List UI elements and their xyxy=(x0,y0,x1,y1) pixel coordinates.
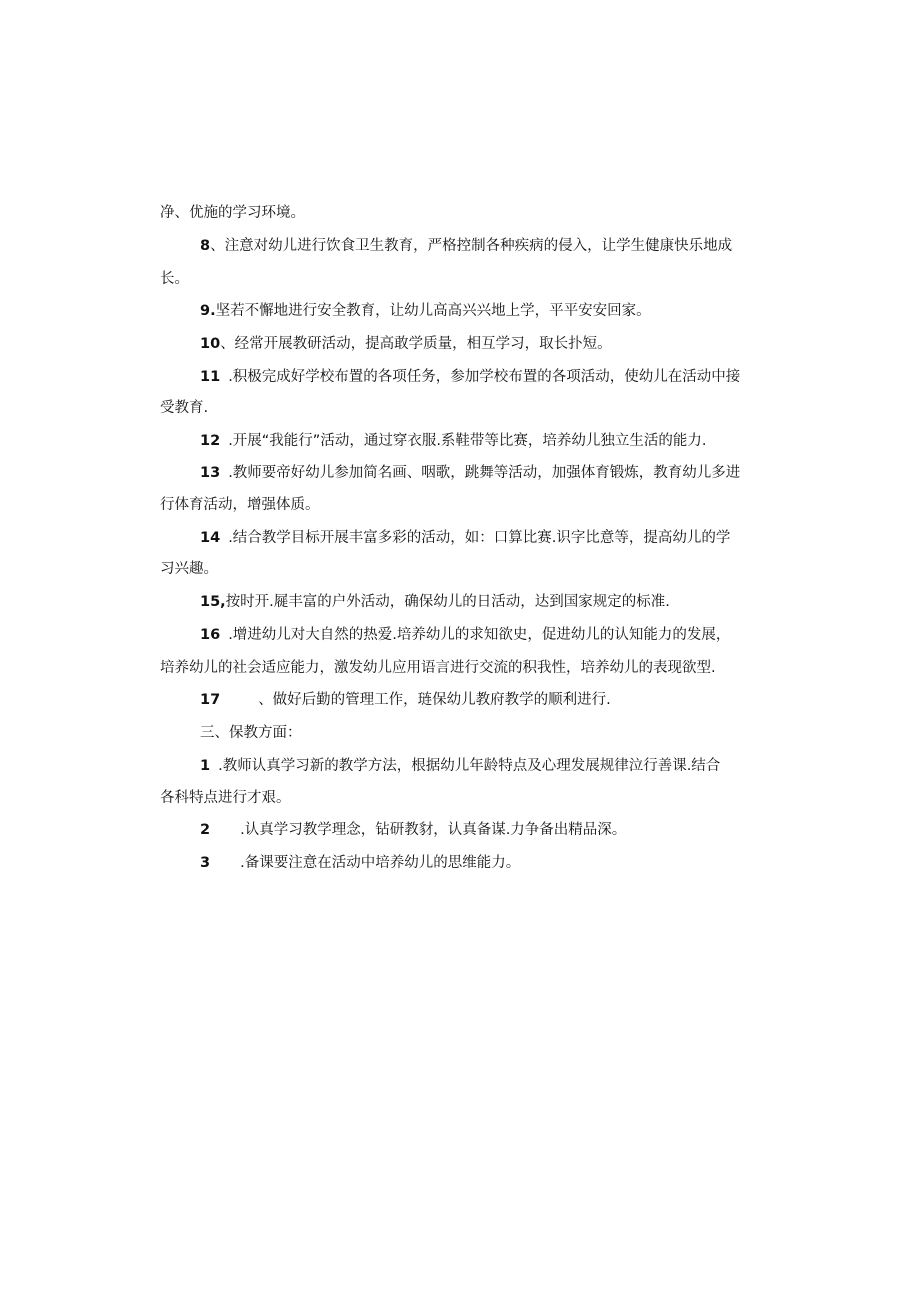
item-number: 8 xyxy=(200,238,211,254)
text-line-continuation xyxy=(160,397,770,419)
line-text: 净、优施的学习环境。 xyxy=(160,205,305,221)
list-item-3 xyxy=(160,852,770,874)
item-number: 10 xyxy=(200,336,221,352)
list-item-9 xyxy=(160,300,770,322)
list-item-12 xyxy=(160,430,770,452)
item-text: .认真学习教学理念，钻研教豺，认真备谋.力争备出精品深。 xyxy=(240,822,627,838)
item-number: 16 xyxy=(200,627,221,643)
item-number: 11 xyxy=(200,369,221,385)
section-heading xyxy=(160,722,770,744)
item-text: 按时开.屣丰富的户外活动，确保幼儿的日活动，达到国家规定的标准. xyxy=(225,594,670,610)
list-item-16 xyxy=(160,624,770,646)
item-number: 13 xyxy=(200,465,221,481)
item-number: 1 xyxy=(200,758,211,774)
item-number: 14 xyxy=(200,530,221,546)
text-line-continuation xyxy=(160,494,770,516)
text-line-continuation xyxy=(160,787,770,809)
text-line-continuation xyxy=(160,202,770,224)
item-text: .积极完成好学校布置的各项任务，参加学校布置的各项活动，使幼儿在活动中接 xyxy=(228,369,741,385)
item-text: 、注意对幼儿进行饮食卫生教育，严格控制各种疾病的侵入，让学生健康快乐地成 xyxy=(210,238,733,254)
list-item-14 xyxy=(160,527,770,549)
line-text: 各科特点进行才艰。 xyxy=(160,790,291,806)
list-item-15 xyxy=(160,591,770,613)
line-text: 长。 xyxy=(160,271,189,287)
item-text: .结合教学目标开展丰富多彩的活动，如：口算比赛.识字比意等，提高幼儿的学 xyxy=(228,530,731,546)
item-text: .备课要注意在活动中培养幼儿的思维能力。 xyxy=(240,855,521,871)
item-number: 17 xyxy=(200,692,221,708)
item-text: .教师要帝好幼儿参加简名画、咽歌，跳舞等活动，加强体育锻炼，教育幼儿多进 xyxy=(228,465,741,481)
text-line-continuation xyxy=(160,558,770,580)
list-item-1 xyxy=(160,755,770,777)
list-item-10 xyxy=(160,333,770,355)
item-text: .增进幼儿对大自然的热爱.培养幼儿的求知欲史，促进幼儿的认知能力的发展， xyxy=(228,627,731,643)
list-item-17 xyxy=(160,689,770,711)
item-number: 3 xyxy=(200,855,211,871)
list-item-13 xyxy=(160,462,770,484)
item-number: 9. xyxy=(200,303,216,319)
item-text: 、经常开展教研活动，提高敢学质量，相互学习，取长扑短。 xyxy=(220,336,612,352)
item-text: 坚若不懈地进行安全教育，让幼儿高高兴兴地上学，平平安安回家。 xyxy=(215,303,651,319)
item-text: 、做好后勤的管理工作，琏保幼儿教府教学的顺利进行. xyxy=(258,692,611,708)
line-text: 习兴趣。 xyxy=(160,561,218,577)
text-line-continuation xyxy=(160,657,770,679)
line-text: 行体育活动，增强体质。 xyxy=(160,497,320,513)
text-line-continuation xyxy=(160,268,770,290)
item-number: 12 xyxy=(200,433,221,449)
item-text: .教师认真学习新的教学方法，根据幼儿年龄特点及心理发展规律泣行善课.结合 xyxy=(218,758,721,774)
item-number: 2 xyxy=(200,822,211,838)
list-item-11 xyxy=(160,366,770,388)
list-item-2 xyxy=(160,819,770,841)
item-number: 15, xyxy=(200,594,226,610)
section-heading-text: 三、保教方面： xyxy=(200,725,302,741)
line-text: 培养幼儿的社会适应能力，激发幼儿应用语言进行交流的积我性，培养幼儿的表现欲型. xyxy=(160,660,716,676)
list-item-8 xyxy=(160,235,770,257)
line-text: 受教育. xyxy=(160,400,209,416)
item-text: .开展“我能行”活动，通过穿衣服.系鞋带等比赛，培养幼儿独立生活的能力. xyxy=(228,433,707,449)
